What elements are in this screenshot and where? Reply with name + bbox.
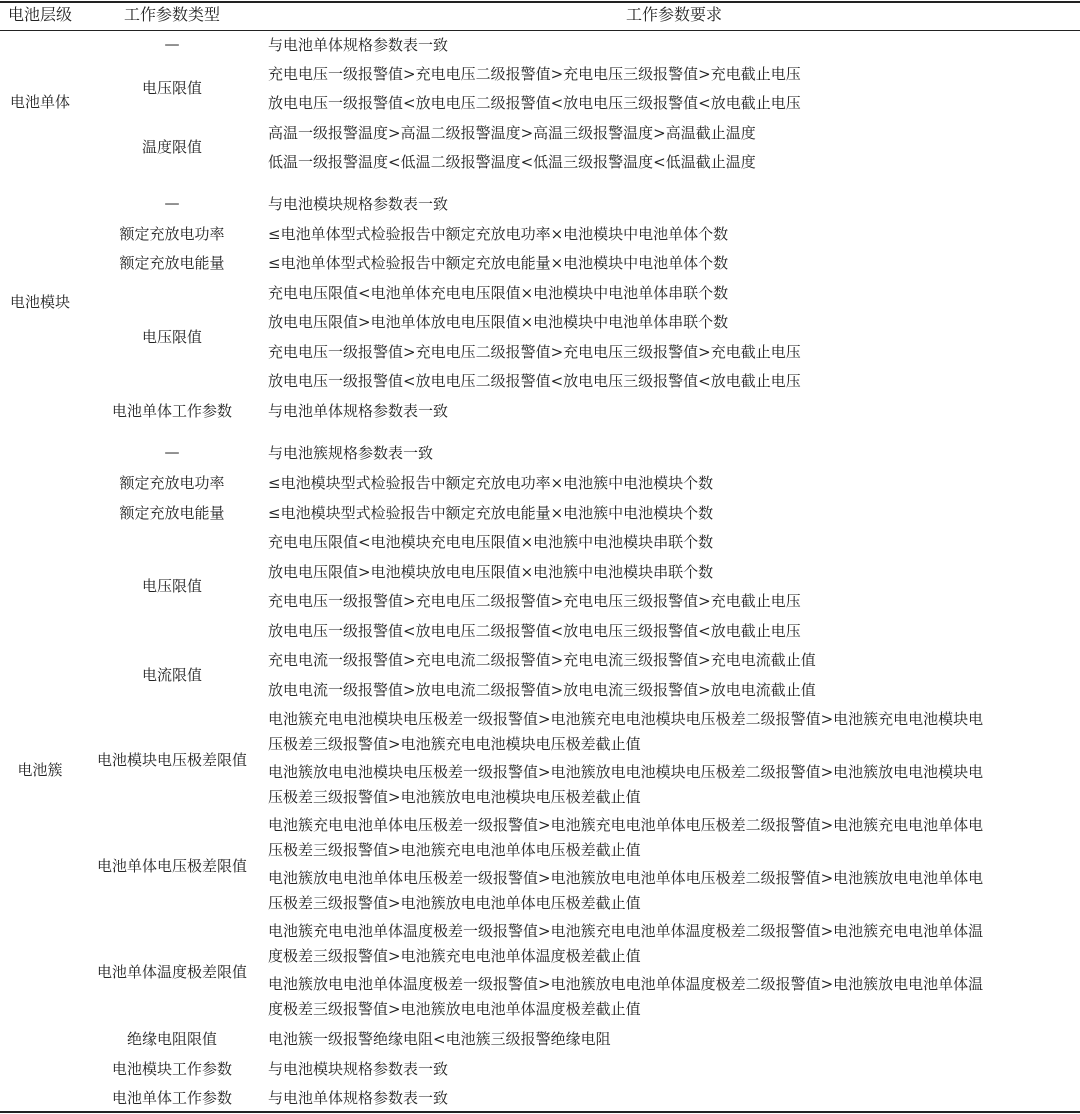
module-req: 与电池模块规格参数表一致 [268, 195, 449, 213]
cluster-req: 压极差三级报警值>电池簇放电电池单体电压极差截止值 [268, 894, 641, 912]
cluster-req: 电池簇放电电池模块电压极差一级报警值>电池簇放电电池模块电压极差二级报警值>电池簇放电电池模块电 [268, 763, 984, 781]
cluster-type-cell-voltage-diff: 电池单体电压极差限值 [96, 857, 247, 875]
cluster-req: 与电池单体规格参数表一致 [268, 1089, 449, 1107]
cell-req: 放电电压一级报警值<放电电压二级报警值<放电电压三级报警值<放电截止电压 [268, 94, 801, 112]
module-req: ≤电池单体型式检验报告中额定充放电能量×电池模块中电池单体个数 [268, 254, 729, 272]
cluster-req: 充电电流一级报警值>充电电流二级报警值>充电电流三级报警值>充电电流截止值 [268, 651, 816, 669]
cluster-type-dash: — [164, 443, 180, 461]
module-type-power: 额定充放电功率 [119, 225, 225, 243]
cell-req: 低温一级报警温度<低温二级报警温度<低温三级报警温度<低温截止温度 [268, 153, 756, 171]
cluster-req: 放电电流一级报警值>放电电流二级报警值>放电电流三级报警值>放电电流截止值 [268, 681, 816, 699]
module-req: ≤电池单体型式检验报告中额定充放电功率×电池模块中电池单体个数 [268, 225, 729, 243]
cluster-req: 充电电压一级报警值>充电电压二级报警值>充电电压三级报警值>充电截止电压 [268, 592, 801, 610]
module-req: 与电池单体规格参数表一致 [268, 402, 449, 420]
cluster-req: 度极差三级报警值>电池簇充电电池单体温度极差截止值 [268, 947, 641, 965]
module-req: 放电电压限值>电池单体放电电压限值×电池模块中电池单体串联个数 [268, 313, 729, 331]
module-req: 放电电压一级报警值<放电电压二级报警值<放电电压三级报警值<放电截止电压 [268, 372, 801, 390]
cluster-req: 放电电压一级报警值<放电电压二级报警值<放电电压三级报警值<放电截止电压 [268, 622, 801, 640]
cluster-req: 电池簇充电电池单体电压极差一级报警值>电池簇充电电池单体电压极差二级报警值>电池簇充电电池单体电 [268, 816, 984, 834]
cluster-req: 电池簇充电电池单体温度极差一级报警值>电池簇充电电池单体温度极差二级报警值>电池簇充电电池单体温 [268, 922, 984, 940]
level-cluster: 电池簇 [17, 761, 63, 779]
cluster-req: 压极差三级报警值>电池簇充电电池单体电压极差截止值 [268, 841, 641, 859]
cluster-req: ≤电池模块型式检验报告中额定充放电能量×电池簇中电池模块个数 [268, 504, 714, 522]
cluster-req: 度极差三级报警值>电池簇放电电池单体温度极差截止值 [268, 1000, 641, 1018]
bottom-rule [0, 1111, 1080, 1113]
cluster-type-module-voltage-diff: 电池模块电压极差限值 [96, 751, 247, 769]
cluster-req: 与电池簇规格参数表一致 [268, 444, 434, 462]
cluster-req: 电池簇放电电池单体电压极差一级报警值>电池簇放电电池单体电压极差二级报警值>电池簇放电电池单体电 [268, 869, 984, 887]
cluster-req: 电池簇放电电池单体温度极差一级报警值>电池簇放电电池单体温度极差二级报警值>电池簇放电电池单体温 [268, 975, 984, 993]
module-type-cell-params: 电池单体工作参数 [111, 402, 232, 420]
cluster-type-cell-params: 电池单体工作参数 [111, 1089, 232, 1107]
header-param-type: 工作参数类型 [123, 5, 220, 24]
cell-type-dash: — [164, 35, 180, 53]
cluster-type-module-params: 电池模块工作参数 [111, 1060, 232, 1078]
cluster-type-power: 额定充放电功率 [119, 474, 225, 492]
cluster-req: ≤电池模块型式检验报告中额定充放电功率×电池簇中电池模块个数 [268, 474, 714, 492]
module-type-dash: — [164, 194, 180, 212]
level-cell: 电池单体 [9, 93, 70, 111]
cluster-type-insulation: 绝缘电阻限值 [126, 1030, 217, 1048]
cluster-req: 充电电压限值<电池模块充电电压限值×电池簇中电池模块串联个数 [268, 533, 714, 551]
cluster-req: 电池簇一级报警绝缘电阻<电池簇三级报警绝缘电阻 [268, 1030, 611, 1048]
header-rule [0, 30, 1080, 31]
cell-req: 充电电压一级报警值>充电电压二级报警值>充电电压三级报警值>充电截止电压 [268, 65, 801, 83]
cluster-type-cell-temp-diff: 电池单体温度极差限值 [96, 963, 247, 981]
top-rule [0, 1, 1080, 3]
module-type-voltage: 电压限值 [141, 328, 202, 346]
cell-type-temperature: 温度限值 [141, 138, 202, 156]
module-req: 充电电压限值<电池单体充电电压限值×电池模块中电池单体串联个数 [268, 284, 729, 302]
cluster-req: 压极差三级报警值>电池簇充电电池模块电压极差截止值 [268, 735, 641, 753]
header-param-requirement: 工作参数要求 [625, 5, 722, 24]
cluster-type-current: 电流限值 [141, 666, 202, 684]
cell-type-voltage: 电压限值 [141, 79, 202, 97]
cluster-type-voltage: 电压限值 [141, 577, 202, 595]
cluster-req: 放电电压限值>电池模块放电电压限值×电池簇中电池模块串联个数 [268, 563, 714, 581]
cluster-req: 与电池模块规格参数表一致 [268, 1060, 449, 1078]
level-module: 电池模块 [9, 293, 70, 311]
cluster-type-energy: 额定充放电能量 [119, 504, 225, 522]
cell-req: 与电池单体规格参数表一致 [268, 36, 449, 54]
module-req: 充电电压一级报警值>充电电压二级报警值>充电电压三级报警值>充电截止电压 [268, 343, 801, 361]
header-level: 电池层级 [7, 5, 72, 24]
cluster-req: 电池簇充电电池模块电压极差一级报警值>电池簇充电电池模块电压极差二级报警值>电池簇充电电池模块电 [268, 710, 984, 728]
cluster-req: 压极差三级报警值>电池簇放电电池模块电压极差截止值 [268, 788, 641, 806]
cell-req: 高温一级报警温度>高温二级报警温度>高温三级报警温度>高温截止温度 [268, 124, 756, 142]
module-type-energy: 额定充放电能量 [119, 254, 225, 272]
